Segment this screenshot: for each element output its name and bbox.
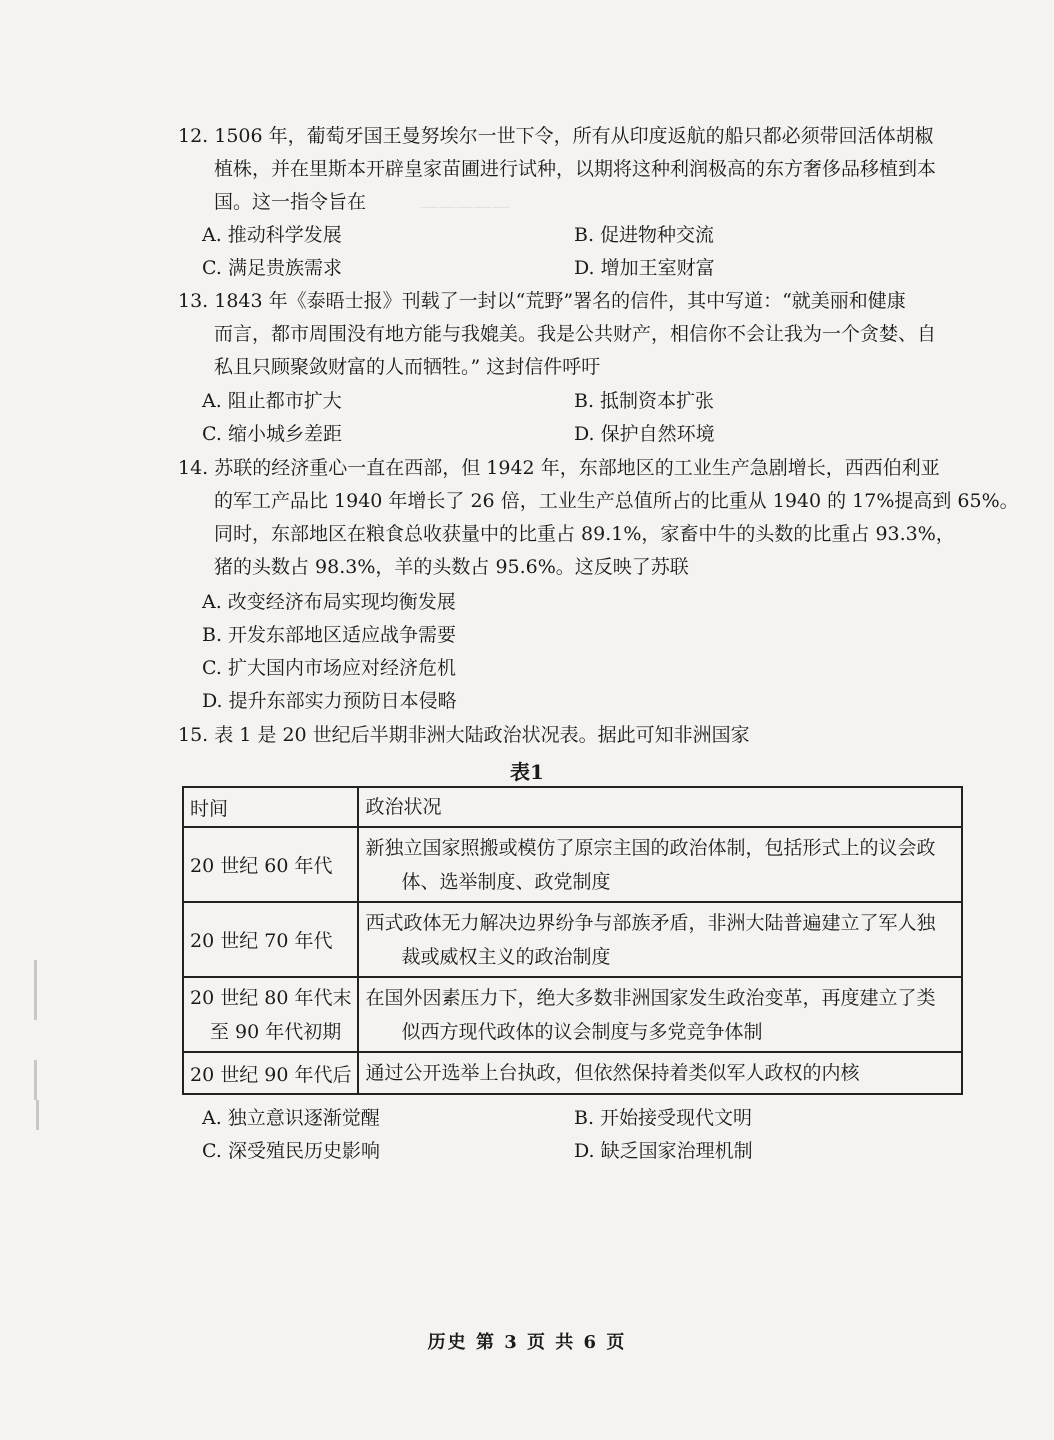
period-text: 20 世纪 90 年代后 — [190, 1063, 352, 1086]
period-cell — [183, 902, 358, 977]
question-13 — [178, 285, 978, 384]
table-row — [183, 902, 962, 977]
option-c[interactable]: C. 缩小城乡差距 — [202, 423, 342, 445]
option-b[interactable]: B. 开始接受现代文明 — [574, 1107, 753, 1129]
status-cell — [358, 827, 962, 902]
period-cell — [183, 827, 358, 902]
option-d[interactable]: D. 保护自然环境 — [574, 423, 715, 445]
question-stem-line: 的军工产品比 1940 年增长了 26 倍，工业生产总值所占的比重从 1940 的 17%提高到 65%。 — [214, 490, 1019, 512]
period-text: 至 90 年代初期 — [210, 1020, 342, 1043]
question-stem-line: 14. 苏联的经济重心一直在西部，但 1942 年，东部地区的工业生产急剧增长，西西伯利亚 — [178, 457, 940, 479]
table-row — [183, 977, 962, 1052]
option-c[interactable]: C. 深受殖民历史影响 — [202, 1140, 380, 1162]
option-b[interactable]: B. 抵制资本扩张 — [574, 390, 715, 412]
option-b[interactable]: B. 开发东部地区适应战争需要 — [202, 624, 457, 646]
period-text: 20 世纪 60 年代 — [190, 855, 333, 877]
question-12 — [178, 120, 978, 219]
table-row — [183, 827, 962, 902]
question-stem-line: 同时，东部地区在粮食总收获量中的比重占 89.1%，家畜中牛的头数的比重占 93.3%， — [214, 523, 955, 545]
option-c[interactable]: C. 满足贵族需求 — [202, 257, 342, 279]
option-a[interactable]: A. 改变经济布局实现均衡发展 — [202, 591, 456, 613]
period-cell — [183, 977, 358, 1052]
question-stem-line: 13. 1843 年《泰晤士报》刊载了一封以“荒野”署名的信件，其中写道：“就美丽和健康 — [178, 290, 906, 312]
option-a[interactable]: A. 推动科学发展 — [202, 224, 342, 246]
period-text: 20 世纪 70 年代 — [190, 930, 333, 952]
binding-mark — [36, 1100, 39, 1130]
question-14 — [178, 452, 1019, 584]
status-text: 似西方现代政体的议会制度与多党竞争体制 — [401, 1020, 763, 1043]
status-text: 西式政体无力解决边界纷争与部族矛盾，非洲大陆普遍建立了军人独 — [365, 911, 936, 934]
politics-table — [182, 786, 963, 1095]
option-d[interactable]: D. 缺乏国家治理机制 — [574, 1140, 753, 1162]
table-header-cell: 政治状况 — [358, 787, 962, 827]
option-b[interactable]: B. 促进物种交流 — [574, 224, 715, 246]
status-text: 新独立国家照搬或模仿了原宗主国的政治体制，包括形式上的议会政 — [365, 836, 936, 859]
question-15-options — [202, 1102, 962, 1168]
page-footer: 历史 第 3 页 共 6 页 — [427, 1332, 627, 1353]
question-stem-line: 15. 表 1 是 20 世纪后半期非洲大陆政治状况表。据此可知非洲国家 — [178, 724, 750, 746]
question-stem-line: 植株，并在里斯本开辟皇家苗圃进行试种，以期将这种利润极高的东方奢侈品移植到本 — [214, 158, 937, 180]
question-13-options — [202, 385, 962, 451]
binding-mark — [34, 1060, 37, 1100]
option-d[interactable]: D. 提升东部实力预防日本侵略 — [202, 690, 457, 712]
table-header-row — [183, 787, 962, 827]
show-through-text: ————— — [420, 196, 510, 217]
table-caption: 表1 — [510, 760, 544, 784]
question-12-options — [202, 219, 962, 285]
binding-mark — [34, 960, 37, 1020]
table-header-cell: 时间 — [183, 787, 358, 827]
status-cell — [358, 977, 962, 1052]
status-cell — [358, 1052, 962, 1094]
option-c[interactable]: C. 扩大国内市场应对经济危机 — [202, 657, 456, 679]
status-text: 在国外因素压力下，绝大多数非洲国家发生政治变革，再度建立了类 — [365, 986, 936, 1009]
option-a[interactable]: A. 独立意识逐渐觉醒 — [202, 1107, 380, 1129]
table-row — [183, 1052, 962, 1094]
question-14-options — [202, 586, 962, 718]
question-stem-line: 私且只顾聚敛财富的人而牺牲。” 这封信件呼吁 — [214, 356, 601, 378]
status-cell — [358, 902, 962, 977]
question-stem-line: 猪的头数占 98.3%，羊的头数占 95.6%。这反映了苏联 — [214, 556, 689, 578]
status-text: 裁或威权主义的政治制度 — [401, 945, 611, 968]
question-15 — [178, 719, 978, 752]
period-text: 20 世纪 80 年代末 — [190, 986, 352, 1009]
option-d[interactable]: D. 增加王室财富 — [574, 257, 715, 279]
question-stem-line: 12. 1506 年，葡萄牙国王曼努埃尔一世下令，所有从印度返航的船只都必须带回活体胡椒 — [178, 125, 934, 147]
question-stem-line: 国。这一指令旨在 — [214, 191, 367, 213]
status-text: 体、选举制度、政党制度 — [401, 870, 611, 893]
question-stem-line: 而言，都市周围没有地方能与我媲美。我是公共财产，相信你不会让我为一个贪婪、自 — [214, 323, 937, 345]
status-text: 通过公开选举上台执政，但依然保持着类似军人政权的内核 — [365, 1062, 860, 1084]
period-cell — [183, 1052, 358, 1094]
option-a[interactable]: A. 阻止都市扩大 — [202, 390, 342, 412]
